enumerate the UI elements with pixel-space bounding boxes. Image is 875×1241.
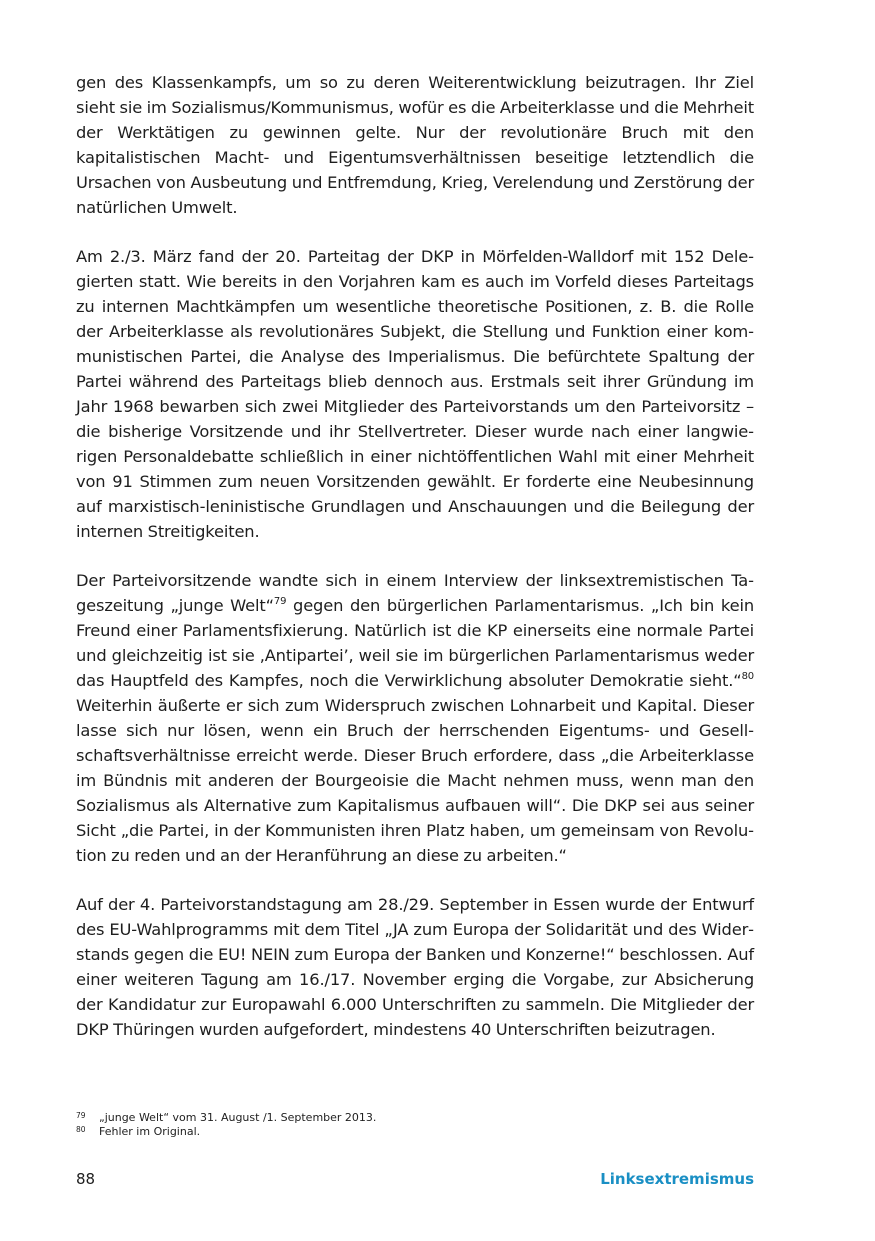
footnotes	[76, 1111, 754, 1139]
paragraph-interview	[76, 568, 754, 868]
running-title: Linksextremismus	[600, 1170, 754, 1188]
interview-text-part2: gegen den bürgerlichen Parlamentarismus. „Ich bin kein Freund einer Parlamentsfixierung. Natürlich ist die KP einerseits eine normale Partei und gleichzeitig ist sie ‚Antipartei’, weil sie im bürgerlichen Parlamentarismus weder das Hauptfeld des Kampfes, noch die Verwirklichung absoluter Demokratie sieht.“	[76, 596, 754, 690]
footnote-number: 80	[76, 1125, 86, 1134]
footnote-80	[76, 1125, 754, 1139]
interview-text-part1: Der Parteivorsitzende wandte sich in einem Interview der linksextremistischen Tageszeitung „junge Welt“	[76, 571, 754, 615]
footnote-number: 79	[76, 1111, 86, 1120]
paragraph-class-struggle: gen des Klassenkampfs, um so zu deren Weiterentwicklung beizutragen. Ihr Ziel sieht sie im Sozialismus/Kommunismus, wofür es die Arbeiterklasse und die Mehrheit der Werktätigen zu gewinnen gelte. Nur der revolutionäre Bruch mit den kapitalistischen Macht- und Eigentumsverhältnissen beseitige letztendlich die Ursachen von Ausbeutung und Entfremdung, Krieg, Verelendung und Zerstörung der natürlichen Umwelt.	[76, 73, 754, 217]
paragraph-party-congress: Am 2./3. März fand der 20. Parteitag der DKP in Mörfelden-Walldorf mit 152 Delegierten statt. Wie bereits in den Vorjahren kam es auch im Vorfeld dieses Parteitags zu internen Machtkämpfen um wesentliche theoretische Positionen, z. B. die Rolle der Arbeiterklasse als revolutionäres Subjekt, die Stellung und Funktion einer kommunistischen Partei, die Analyse des Imperialismus. Die befürchtete Spaltung der Partei während des Parteitags blieb dennoch aus. Erstmals seit ihrer Gründung im Jahr 1968 bewarben sich zwei Mitglieder des Parteivorstands um den Parteivorsitz – die bisherige Vorsitzende und ihr Stellvertreter. Dieser wurde nach einer langwierigen Personaldebatte schließlich in einer nichtöffentlichen Wahl mit einer Mehrheit von 91 Stimmen zum neuen Vorsitzenden gewählt. Er forderte eine Neubesinnung auf marxistisch-leninistische Grundlagen und Anschauungen und die Beilegung der internen Streitigkeiten.	[76, 247, 754, 541]
page-number: 88	[76, 1170, 96, 1188]
footnote-79	[76, 1111, 754, 1125]
main-text	[76, 70, 754, 1066]
footnote-ref-80[interactable]: 80	[741, 670, 754, 682]
page-footer	[76, 1170, 754, 1188]
footnote-ref-79[interactable]: 79	[273, 595, 287, 607]
footnote-text: „junge Welt“ vom 31. August /1. September 2013.	[99, 1111, 377, 1124]
paragraph-eu-election: Auf der 4. Parteivorstandstagung am 28./29. September in Essen wurde der Entwurf des EU-Wahlprogramms mit dem Titel „JA zum Europa der Solidarität und des Widerstands gegen die EU! NEIN zum Europa der Banken und Konzerne!“ beschlossen. Auf einer weiteren Tagung am 16./17. November erging die Vorgabe, zur Absicherung der Kandidatur zur Europawahl 6.000 Unterschriften zu sammeln. Die Mitglieder der DKP Thüringen wurden aufgefordert, mindestens 40 Unterschriften beizutragen.	[76, 895, 754, 1039]
interview-text-part3: Weiterhin äußerte er sich zum Widerspruch zwischen Lohnarbeit und Kapital. Dieser lasse sich nur lösen, wenn ein Bruch der herrschenden Eigentums- und Gesellschaftsverhältnisse erreicht werde. Dieser Bruch erfordere, dass „die Arbeiterklasse im Bündnis mit anderen der Bourgeoisie die Macht nehmen muss, wenn man den Sozialismus als Alternative zum Kapitalismus aufbauen will“. Die DKP sei aus seiner Sicht „die Partei, in der Kommunisten ihren Platz haben, um gemeinsam von Revolution zu reden und an der Heranführung an diese zu arbeiten.“	[76, 696, 754, 865]
footnote-text: Fehler im Original.	[99, 1125, 201, 1138]
